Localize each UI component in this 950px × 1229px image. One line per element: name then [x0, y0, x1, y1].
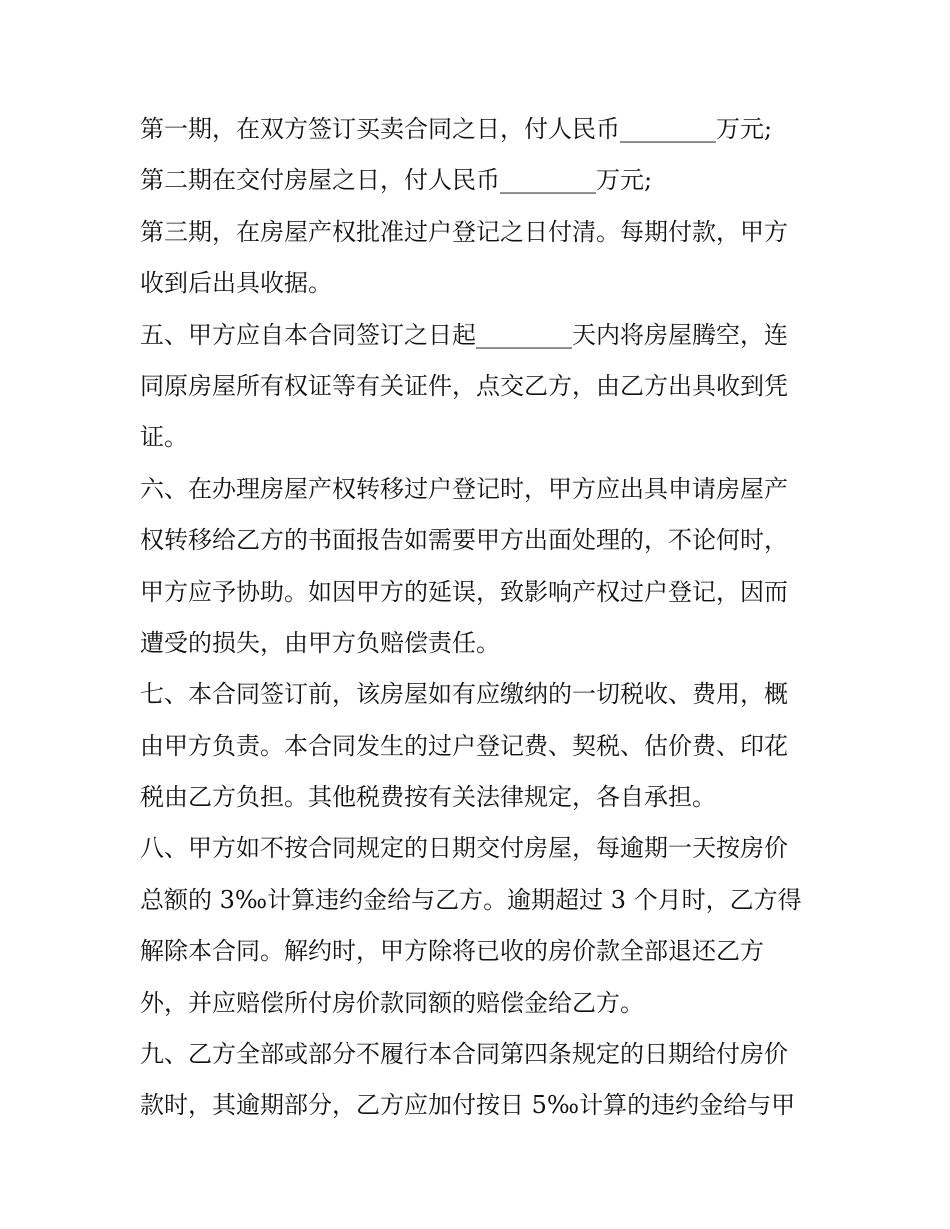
- text-line: 第二期在交付房屋之日，付人民币________万元;: [140, 166, 653, 195]
- text-line: 第一期，在双方签订买卖合同之日，付人民币________万元;: [140, 115, 773, 143]
- text-line: 证。: [140, 423, 188, 452]
- text-line: 税由乙方负担。其他税费按有关法律规定，各自承担。: [140, 783, 716, 812]
- text-line: 七、本合同签订前，该房屋如有应缴纳的一切税收、费用，概: [140, 680, 788, 709]
- text-line: 款时，其逾期部分，乙方应加付按日 5‰计算的违约金给与甲: [140, 1091, 796, 1120]
- text-line: 遭受的损失，由甲方负赔偿责任。: [140, 628, 500, 657]
- contract-text: [140, 104, 816, 1132]
- text-line: 总额的 3‰计算违约金给与乙方。逾期超过 3 个月时，乙方得: [140, 885, 802, 914]
- text-line: 五、甲方应自本合同签订之日起________天内将房屋腾空，连: [140, 320, 788, 349]
- text-line: 解除本合同。解约时，甲方除将已收的房价款全部退还乙方: [140, 937, 764, 966]
- text-line: 甲方应予协助。如因甲方的延误，致影响产权过户登记，因而: [140, 577, 788, 606]
- text-line: 九、乙方全部或部分不履行本合同第四条规定的日期给付房价: [140, 1040, 788, 1069]
- text-line: 第三期，在房屋产权批准过户登记之日付清。每期付款，甲方: [140, 217, 788, 246]
- text-line: 八、甲方如不按合同规定的日期交付房屋，每逾期一天按房价: [140, 834, 788, 863]
- text-line: 同原房屋所有权证等有关证件，点交乙方，由乙方出具收到凭: [140, 371, 788, 400]
- text-line: 由甲方负责。本合同发生的过户登记费、契税、估价费、印花: [140, 731, 788, 760]
- text-line: 六、在办理房屋产权转移过户登记时，甲方应出具申请房屋产: [140, 474, 788, 503]
- text-line: 收到后出具收据。: [140, 269, 332, 298]
- text-line: 权转移给乙方的书面报告如需要甲方出面处理的，不论何时，: [140, 526, 788, 555]
- text-line: 外，并应赔偿所付房价款同额的赔偿金给乙方。: [140, 988, 644, 1017]
